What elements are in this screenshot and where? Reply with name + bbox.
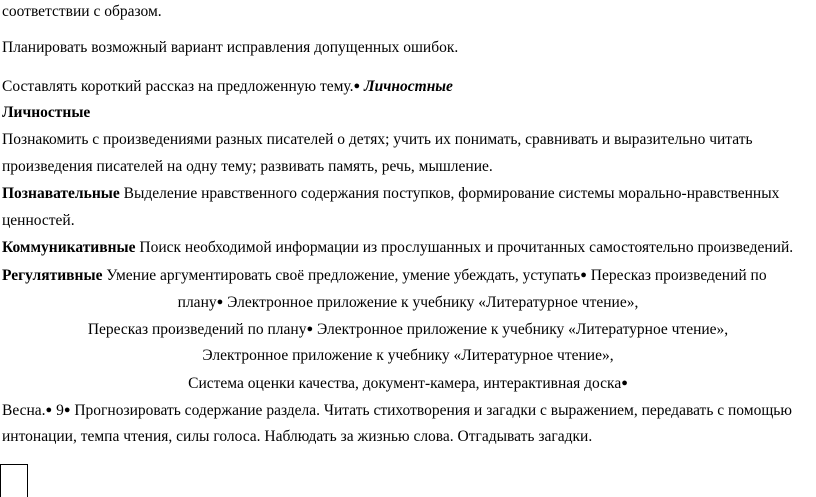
text-line-16 — [2, 427, 592, 447]
bullet-icon: ● — [306, 323, 314, 335]
line-text: Весна. — [2, 402, 46, 419]
bullet-icon: ● — [621, 377, 628, 389]
line-text: Составлять короткий рассказ на предложенную тему. — [2, 78, 354, 95]
line-text: Выделение нравственного содержания поступков, формирование системы морально-нравственных — [119, 185, 780, 202]
text-line-1 — [2, 2, 162, 22]
text-line-15 — [2, 400, 792, 421]
line-text: Умение аргументировать своё предложение, умение убеждать, уступать — [102, 267, 581, 284]
line-text: плану — [177, 294, 217, 311]
line-text: Познакомить с произведениями разных писателей о детях; учить их понимать, сравнивать и выразительно читать — [2, 131, 753, 148]
line-text: соответствии с образом. — [2, 3, 162, 20]
heading-personal: Личностные — [2, 104, 91, 121]
line-text: интонации, темпа чтения, силы голоса. Наблюдать за жизнью слова. Отгадывать загадки. — [2, 428, 593, 445]
line-text: ценностей. — [2, 212, 75, 229]
text-line-14 — [2, 373, 814, 394]
heading-regulatory: Регулятивные — [2, 267, 103, 284]
line-text: Система оценки качества, документ-камера, интерактивная доска — [188, 375, 622, 392]
line-text: Планировать возможный вариант исправления допущенных ошибок. — [2, 39, 459, 56]
bullet-icon: ● — [63, 404, 71, 416]
text-line-4 — [2, 103, 90, 123]
heading-communicative: Коммуникативные — [2, 239, 136, 256]
text-line-6 — [2, 157, 493, 177]
line-text: Электронное приложение к учебнику «Литературное чтение», — [202, 347, 614, 364]
heading-cognitive: Познавательные — [2, 185, 120, 202]
line-text: Прогнозировать содержание раздела. Читать стихотворения и загадки с выражением, передавать с помощью — [70, 402, 792, 419]
bullet-icon: ● — [580, 269, 587, 281]
text-line-11 — [2, 292, 814, 313]
line-text: Поиск необходимой информации из прослушанных и прочитанных самостоятельно произведений. — [135, 239, 794, 256]
line-text: 9 — [52, 402, 64, 419]
heading-personal-inline: Личностные — [364, 78, 453, 95]
text-line-8 — [2, 211, 75, 231]
bullet-icon: ● — [353, 80, 361, 92]
line-text: Пересказ произведений по плану — [87, 321, 307, 338]
table-cell-border — [0, 464, 28, 497]
text-line-7 — [2, 184, 779, 204]
text-line-2 — [2, 38, 458, 58]
line-text: Пересказ произведений по — [586, 267, 767, 284]
text-line-13 — [2, 346, 814, 366]
line-text: произведения писателей на одну тему; развивать память, речь, мышление. — [2, 158, 493, 175]
bullet-icon: ● — [216, 296, 224, 308]
text-line-9 — [2, 238, 793, 258]
line-text: Электронное приложение к учебнику «Литературное чтение», — [223, 294, 639, 311]
text-line-5 — [2, 130, 753, 150]
line-text: Электронное приложение к учебнику «Литературное чтение», — [313, 321, 729, 338]
text-line-12 — [2, 319, 814, 340]
text-line-10 — [2, 265, 767, 286]
text-line-3 — [2, 76, 453, 97]
bullet-icon: ● — [45, 404, 53, 416]
